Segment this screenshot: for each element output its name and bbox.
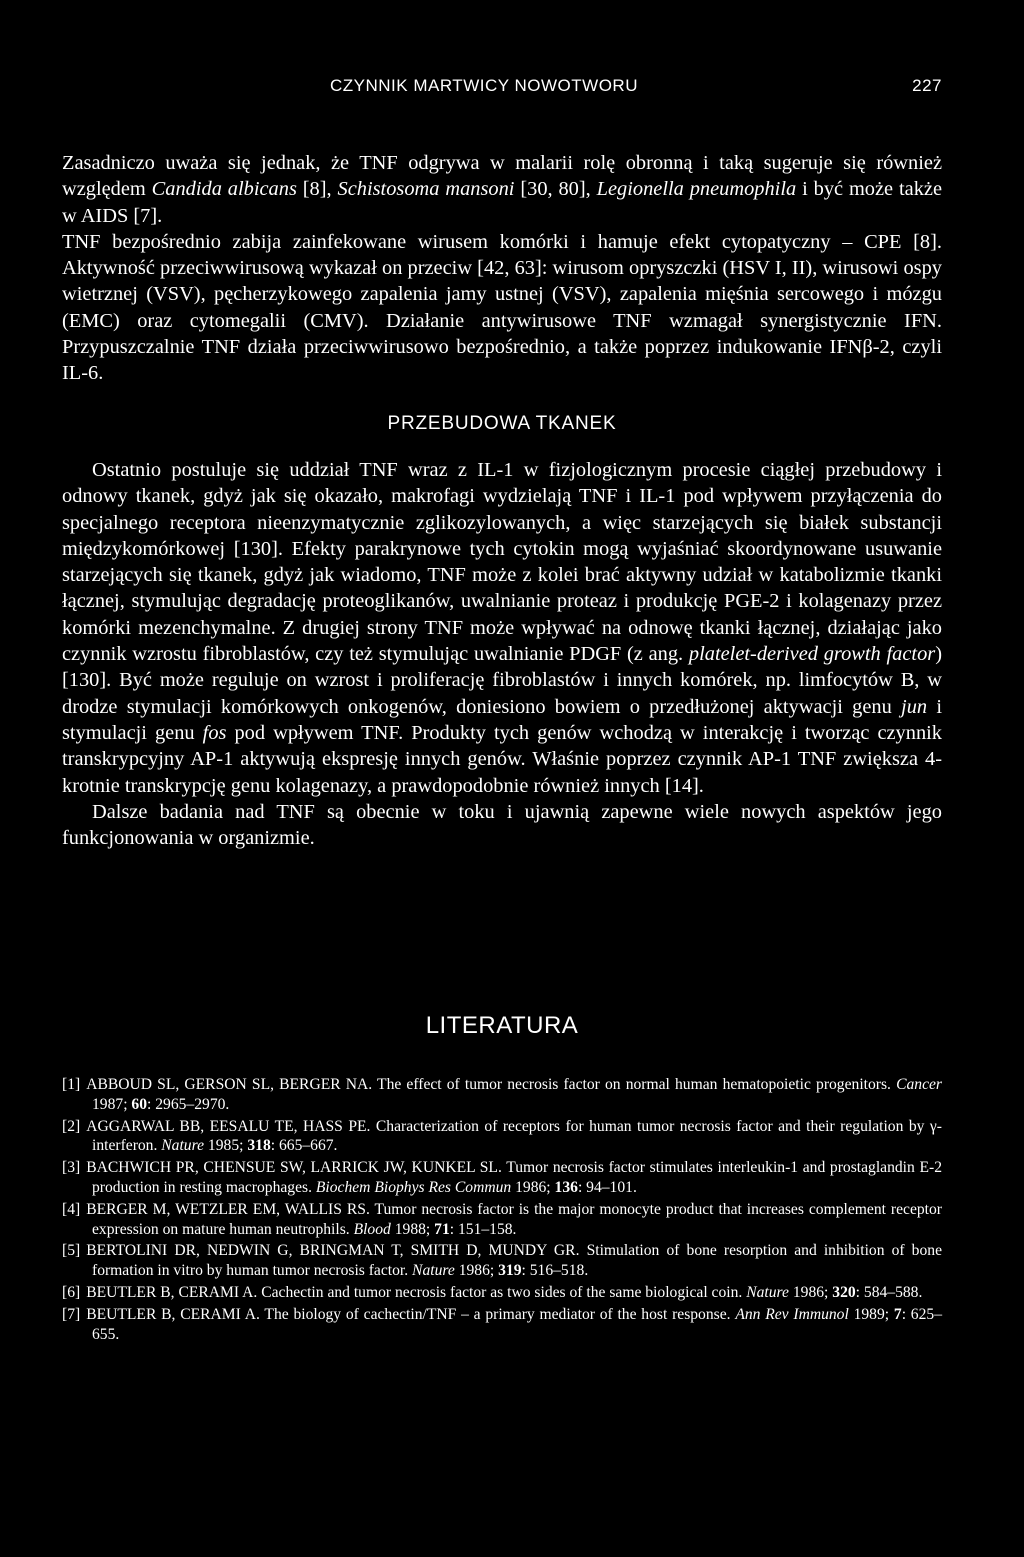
paragraph-antiviral: TNF bezpośrednio zabija zainfekowane wirusem komórki i hamuje efekt cytopatyczny – CPE [8]. Aktywność przeciwwirusową wykazał on przeciw [42, 63]: wirusom opryszczki (HSV I, II), wirusowi ospy wietrznej (VSV), pęcherzykowego zapalenia jamy ustnej (VSV), zapalenia mięśnia sercowego i mózgu (EMC) oraz cytomegalii (CMV). Działanie antywirusowe TNF wzmagał synergistycznie IFN. Przypuszczalnie TNF działa przeciwwirusowo bezpośrednio, a także poprzez indukowanie IFNβ-2, czyli IL-6. [62, 230, 942, 385]
reference-item: [1] ABBOUD SL, GERSON SL, BERGER NA. The effect of tumor necrosis factor on normal human hematopoietic progenitors. Cancer 1987; 60: 2965–2970. [62, 1076, 942, 1113]
reference-item: [2] AGGARWAL BB, EESALU TE, HASS PE. Characterization of receptors for human tumor necrosis factor and their regulation by γ-interferon. Nature 1985; 318: 665–667. [62, 1117, 942, 1155]
reference-item: [4] BERGER M, WETZLER EM, WALLIS RS. Tumor necrosis factor is the major monocyte product that increases complement receptor expression on mature human neutrophils. Blood 1988; 71: 151–158. [62, 1200, 942, 1238]
reference-item: [7] BEUTLER B, CERAMI A. The biology of cachectin/TNF – a primary mediator of the host response. Ann Rev Immunol 1989; 7: 625–655. [62, 1305, 942, 1343]
running-title: CZYNNIK MARTWICY NOWOTWORU [330, 76, 638, 95]
page-number: 227 [912, 76, 942, 95]
running-header [62, 76, 942, 100]
reference-item: [5] BERTOLINI DR, NEDWIN G, BRINGMAN T, SMITH D, MUNDY GR. Stimulation of bone resorption and inhibition of bone formation in vitro by human tumor necrosis factor. Nature 1986; 319: 516–518. [62, 1242, 942, 1280]
paragraph-tissue-remodeling: Ostatnio postuluje się uddział TNF wraz z IL-1 w fizjologicznym procesie ciągłej przebudowy i odnowy tkanek, gdyż jak się okazało, makrofagi wydzielają TNF i IL-1 pod wpływem przyłączenia do specjalnego receptora nieenzymatycznie zglikozylowanych, a więc starzejących się białek substancji międzykomórkowej [130]. Efekty parakrynowe tych cytokin mogą wyjaśniać skoordynowane usuwanie starzejących się tkanek, gdyż jak wiadomo, TNF może z kolei brać aktywny udział w katabolizmie tkanki łącznej, stymulując degradację proteoglikanów, uwalnianie proteaz i produkcję PGE-2 i kolagenazy przez komórki mezenchymalne. Z drugiej strony TNF może wpływać na odnowę tkanki łącznej, działając jako czynnik wzrostu fibroblastów, czy też stymulując uwalnianie PDGF (z ang. platelet-derived growth factor) [130]. Być może reguluje on wzrost i proliferację fibroblastów i innych komórek, np. limfocytów B, w drodze stymulacji komórkowych onkogenów, doniesiono bowiem o przedłużonej aktywacji genu jun i stymulacji genu fos pod wpływem TNF. Produkty tych genów wchodzą w interakcję i tworząc czynnik transkrypcyjny AP-1 aktywują ekspresję innych genów. Właśnie poprzez czynnik AP-1 TNF zwiększa 4-krotnie transkrypcję genu kolagenazy, a prawdopodobnie również innych [14]. [62, 458, 943, 797]
reference-item: [6] BEUTLER B, CERAMI A. Cachectin and tumor necrosis factor as two sides of the same biological coin. Nature 1986; 320: 584–588. [62, 1283, 923, 1301]
reference-item: [3] BACHWICH PR, CHENSUE SW, LARRICK JW, KUNKEL SL. Tumor necrosis factor stimulates interleukin-1 and prostaglandin E-2 production in resting macrophages. Biochem Biophys Res Commun 1986; 136: 94–101. [62, 1159, 943, 1196]
body-text [62, 150, 942, 851]
section-heading: PRZEBUDOWA TKANEK [387, 412, 617, 434]
paragraph-further-research: Dalsze badania nad TNF są obecnie w toku i ujawnią zapewne wiele nowych aspektów jego funkcjonowania w organizmie. [62, 800, 942, 850]
journal-page [62, 0, 942, 1557]
paragraph-malaria: Zasadniczo uważa się jednak, że TNF odgrywa w malarii rolę obronną i taką sugeruje się również względem Candida albicans [8], Schistosoma mansoni [30, 80], Legionella pneumophila i być może także w AIDS [7]. [62, 152, 942, 227]
reference-list [62, 1075, 942, 1346]
literature-heading: LITERATURA [425, 1012, 579, 1039]
